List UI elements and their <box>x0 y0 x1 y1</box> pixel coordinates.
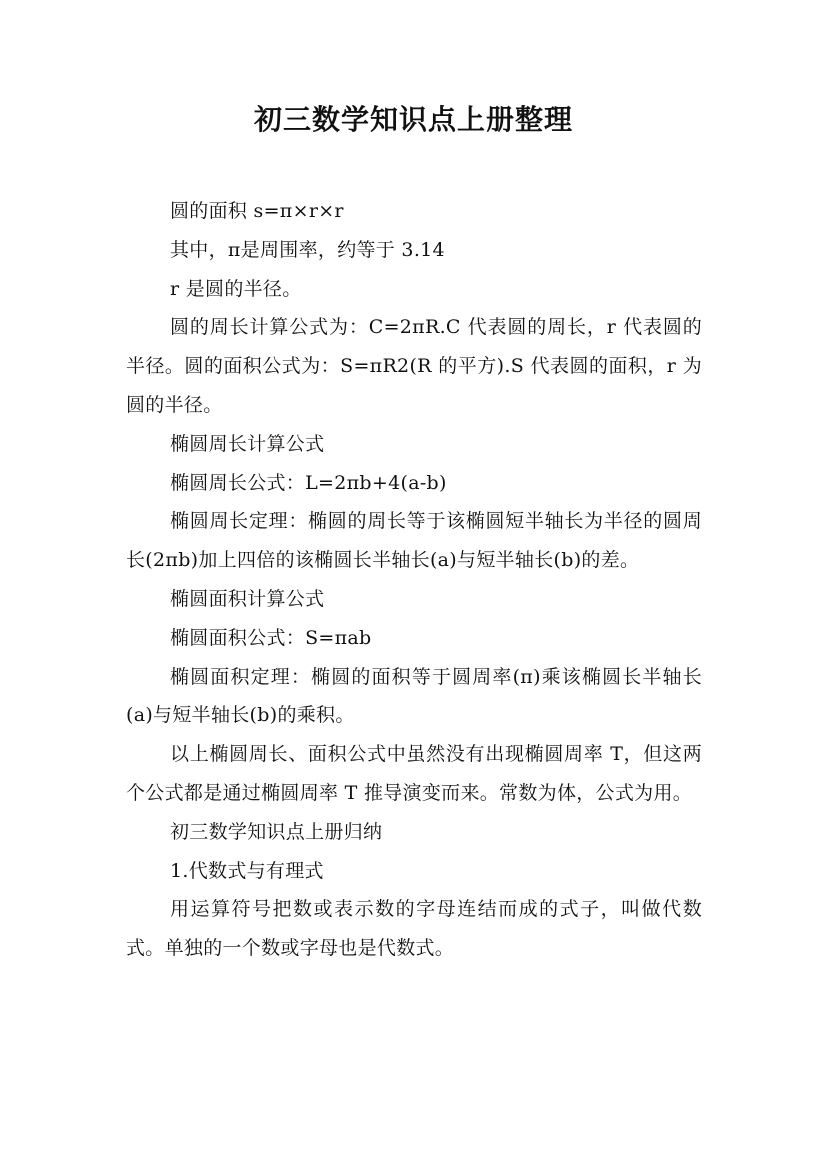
paragraph-ellipse-perimeter-formula: 椭圆周长公式：L=2πb+4(a-b) <box>170 471 447 494</box>
paragraph-ellipse-constant-note: 以上椭圆周长、面积公式中虽然没有出现椭圆周率 T，但这两个公式都是通过椭圆周率 T 推导演变而来。常数为体，公式为用。 <box>126 743 702 804</box>
paragraph-circle-formulas: 圆的周长计算公式为：C=2πR.C 代表圆的周长，r 代表圆的半径。圆的面积公式为：S=πR2(R 的平方).S 代表圆的面积，r 为圆的半径。 <box>126 316 702 416</box>
paragraph-ellipse-perimeter-theorem: 椭圆周长定理：椭圆的周长等于该椭圆短半轴长为半径的圆周长(2πb)加上四倍的该椭圆长半轴长(a)与短半轴长(b)的差。 <box>126 510 702 572</box>
paragraph-ellipse-area-theorem: 椭圆面积定理：椭圆的面积等于圆周率(π)乘该椭圆长半轴长(a)与短半轴长(b)的乘积。 <box>126 665 702 727</box>
heading-ellipse-area: 椭圆面积计算公式 <box>170 587 325 610</box>
document-body <box>126 192 702 968</box>
heading-knowledge-summary: 初三数学知识点上册归纳 <box>170 820 383 843</box>
document-title: 初三数学知识点上册整理 <box>253 103 573 136</box>
paragraph-radius-definition: r 是圆的半径。 <box>170 277 302 300</box>
heading-algebraic-expressions: 1.代数式与有理式 <box>170 859 324 882</box>
paragraph-pi-definition: 其中，π是周围率，约等于 3.14 <box>170 238 445 261</box>
paragraph-circle-area: 圆的面积 s=π×r×r <box>170 200 344 222</box>
paragraph-algebraic-expression-definition: 用运算符号把数或表示数的字母连结而成的式子，叫做代数式。单独的一个数或字母也是代数式。 <box>126 898 702 960</box>
paragraph-ellipse-area-formula: 椭圆面积公式：S=πab <box>170 626 372 649</box>
heading-ellipse-perimeter: 椭圆周长计算公式 <box>170 432 325 455</box>
